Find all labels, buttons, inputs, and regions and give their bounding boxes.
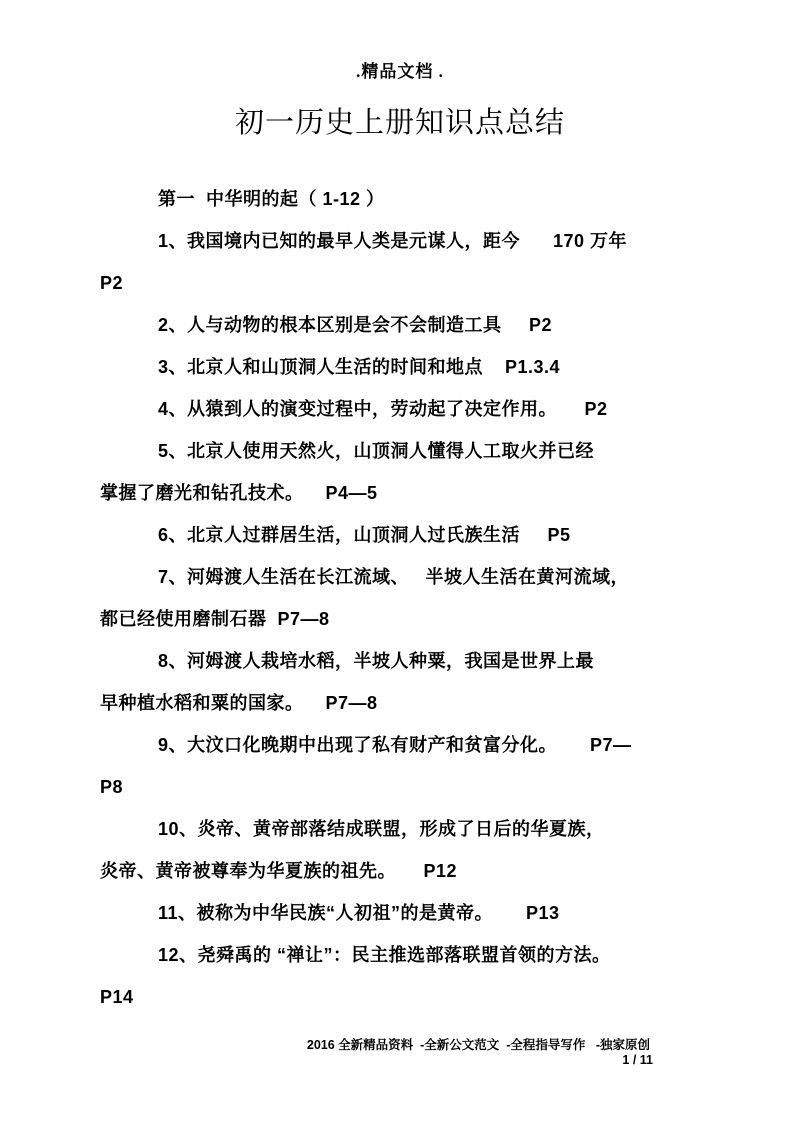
text-line: 10、炎帝、黄帝部落结成联盟，形成了日后的华夏族， <box>158 819 605 839</box>
text-line: P8 <box>100 777 124 797</box>
document-watermark-header: .精品文档 . <box>356 62 444 81</box>
text-line: 都已经使用磨制石器 P7—8 <box>100 609 330 629</box>
text-line: 12、尧舜禹的 “禅让”：民主推选部落联盟首领的方法。 <box>158 945 611 965</box>
text-line: 炎帝、黄帝被尊奉为华夏族的祖先。 P12 <box>100 861 458 881</box>
text-line: 早种植水稻和粟的国家。 P7—8 <box>100 693 378 713</box>
text-line: 9、大汶口化晚期中出现了私有财产和贫富分化。 P7— <box>158 735 632 755</box>
document-body <box>100 178 720 1018</box>
text-line: 1、我国境内已知的最早人类是元谋人，距今 170 万年 <box>158 231 628 251</box>
page-number: 1 / 11 <box>622 1053 653 1067</box>
text-line: 第一 中华明的起（ 1-12 ） <box>158 189 385 209</box>
page-title: 初一历史上册知识点总结 <box>234 107 565 139</box>
text-line: P14 <box>100 987 134 1007</box>
text-line: 3、北京人和山顶洞人生活的时间和地点 P1.3.4 <box>158 357 561 377</box>
text-line: 11、被称为中华民族“人初祖”的是黄帝。 P13 <box>158 903 560 923</box>
text-line: 掌握了磨光和钻孔技术。 P4—5 <box>100 483 378 503</box>
text-line: 6、北京人过群居生活，山顶洞人过氏族生活 P5 <box>158 525 571 545</box>
text-line: 5、北京人使用天然火，山顶洞人懂得人工取火并已经 <box>158 441 595 461</box>
text-line: 4、从猿到人的演变过程中，劳动起了决定作用。 P2 <box>158 399 608 419</box>
text-line: 2、人与动物的根本区别是会不会制造工具 P2 <box>158 315 553 335</box>
text-line: 7、河姆渡人生活在长江流域、 半坡人生活在黄河流域， <box>158 567 630 587</box>
footer-credit-line: 2016 全新精品资料 -全新公文范文 -全程指导写作 -独家原创 <box>306 1038 650 1052</box>
text-line: P2 <box>100 273 124 293</box>
text-line: 8、河姆渡人栽培水稻，半坡人种粟，我国是世界上最 <box>158 651 595 671</box>
